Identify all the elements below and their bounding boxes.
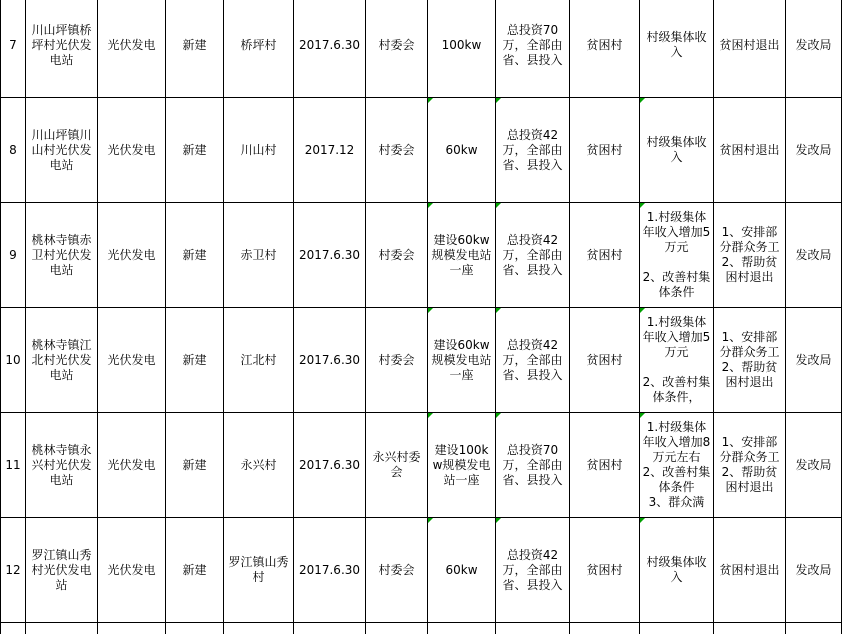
empty-cell[interactable] <box>98 623 166 634</box>
cell-owner-text: 村委会 <box>378 142 415 157</box>
cell-row-number[interactable] <box>1 98 26 203</box>
cell-goal[interactable] <box>714 308 786 413</box>
cell-project-type-text: 光伏发电 <box>107 352 156 367</box>
empty-cell[interactable] <box>714 623 786 634</box>
cell-benefit[interactable] <box>640 203 714 308</box>
cell-scale-text: 60kw <box>445 562 478 577</box>
cell-line: 1.村级集体年收入增加5万元 <box>642 210 711 254</box>
cell-category-text: 贫困村 <box>586 247 623 262</box>
cell-line: 1.村级集体年收入增加8万元左右 <box>642 420 711 464</box>
cell-scale-text: 建设60kw规模发电站一座 <box>431 337 492 382</box>
cell-completion-date-text: 2017.6.30 <box>298 457 361 472</box>
cell-completion-date[interactable] <box>294 203 366 308</box>
empty-cell[interactable] <box>496 623 570 634</box>
cell-goal-text: 贫困村退出 <box>719 142 780 157</box>
empty-cell[interactable] <box>26 623 98 634</box>
cell-department-text: 发改局 <box>795 142 832 157</box>
cell-village-text: 永兴村 <box>240 457 277 472</box>
cell-project-type-text: 光伏发电 <box>107 247 156 262</box>
cell-goal-lines <box>716 225 783 285</box>
cell-benefit[interactable] <box>640 518 714 623</box>
cell-department[interactable] <box>786 98 842 203</box>
cell-row-number-text: 11 <box>5 457 21 472</box>
cell-project-type-text: 光伏发电 <box>107 37 156 52</box>
cell-construction-nature-text: 新建 <box>182 142 207 157</box>
cell-construction-nature-text: 新建 <box>182 562 207 577</box>
cell-project-type[interactable] <box>98 413 166 518</box>
cell-department[interactable] <box>786 203 842 308</box>
cell-benefit[interactable] <box>640 98 714 203</box>
cell-benefit-lines <box>642 210 711 300</box>
cell-owner[interactable] <box>366 203 428 308</box>
cell-project-type[interactable] <box>98 0 166 98</box>
cell-construction-nature[interactable] <box>166 98 224 203</box>
cell-benefit-text: 村级集体收入 <box>646 30 707 59</box>
cell-scale[interactable] <box>428 203 496 308</box>
cell-scale[interactable] <box>428 308 496 413</box>
line-gap <box>642 360 711 375</box>
cell-investment[interactable] <box>496 98 570 203</box>
cell-completion-date[interactable] <box>294 98 366 203</box>
cell-construction-nature[interactable] <box>166 413 224 518</box>
cell-owner-text: 村委会 <box>378 562 415 577</box>
cell-investment-text: 总投资42万，全部由省、县投入 <box>502 232 563 277</box>
cell-project-name-text: 川山坪镇川山村光伏发电站 <box>31 127 92 172</box>
cell-project-type-text: 光伏发电 <box>107 562 156 577</box>
cell-project-type[interactable] <box>98 308 166 413</box>
cell-benefit[interactable] <box>640 0 714 98</box>
cell-construction-nature[interactable] <box>166 518 224 623</box>
cell-line: 2、改善村集体条件 <box>642 270 711 299</box>
table-row <box>1 0 842 98</box>
cell-goal-lines <box>716 330 783 390</box>
cell-row-number-text: 10 <box>5 352 21 367</box>
cell-owner-text: 村委会 <box>378 352 415 367</box>
cell-department-text: 发改局 <box>795 247 832 262</box>
cell-line: 2、帮助贫困村退出 <box>721 360 778 389</box>
cell-village-text: 罗江镇山秀村 <box>228 555 289 584</box>
cell-construction-nature-text: 新建 <box>182 352 207 367</box>
cell-project-type[interactable] <box>98 518 166 623</box>
cell-category[interactable] <box>570 308 640 413</box>
cell-project-name[interactable] <box>26 518 98 623</box>
cell-goal-text: 贫困村退出 <box>719 37 780 52</box>
cell-row-number[interactable] <box>1 413 26 518</box>
cell-investment[interactable] <box>496 413 570 518</box>
cell-investment-text: 总投资70万，全部由省、县投入 <box>502 22 563 67</box>
cell-benefit-lines <box>642 315 711 405</box>
cell-category-text: 贫困村 <box>586 142 623 157</box>
empty-cell[interactable] <box>224 623 294 634</box>
cell-investment[interactable] <box>496 203 570 308</box>
cell-construction-nature-text: 新建 <box>182 457 207 472</box>
cell-scale-text: 60kw <box>445 142 478 157</box>
cell-construction-nature[interactable] <box>166 308 224 413</box>
line-gap <box>642 255 711 270</box>
cell-benefit[interactable] <box>640 308 714 413</box>
cell-project-name-text: 罗江镇山秀村光伏发电站 <box>31 547 92 592</box>
empty-cell[interactable] <box>294 623 366 634</box>
cell-department-text: 发改局 <box>795 37 832 52</box>
cell-row-number[interactable] <box>1 308 26 413</box>
cell-owner[interactable] <box>366 413 428 518</box>
cell-owner[interactable] <box>366 308 428 413</box>
cell-completion-date-text: 2017.6.30 <box>298 352 361 367</box>
cell-department[interactable] <box>786 413 842 518</box>
cell-village[interactable] <box>224 518 294 623</box>
cell-category[interactable] <box>570 98 640 203</box>
cell-line: 1、安排部分群众务工 <box>719 225 780 254</box>
cell-category[interactable] <box>570 413 640 518</box>
table-body <box>1 0 842 634</box>
cell-village[interactable] <box>224 413 294 518</box>
cell-category[interactable] <box>570 0 640 98</box>
cell-scale-text: 100kw <box>441 37 482 52</box>
cell-village[interactable] <box>224 203 294 308</box>
cell-construction-nature-text: 新建 <box>182 37 207 52</box>
cell-line: 1、安排部分群众务工 <box>719 435 780 464</box>
cell-scale[interactable] <box>428 98 496 203</box>
table-row <box>1 203 842 308</box>
cell-completion-date-text: 2017.12 <box>304 142 355 157</box>
cell-investment[interactable] <box>496 308 570 413</box>
cell-completion-date[interactable] <box>294 0 366 98</box>
cell-owner[interactable] <box>366 98 428 203</box>
cell-row-number-text: 7 <box>9 37 17 52</box>
cell-project-name[interactable] <box>26 203 98 308</box>
cell-line: 2、改善村集体条件， <box>642 375 711 404</box>
cell-village-text: 江北村 <box>240 352 277 367</box>
cell-department[interactable] <box>786 518 842 623</box>
cell-project-type[interactable] <box>98 98 166 203</box>
cell-goal[interactable] <box>714 0 786 98</box>
cell-investment-text: 总投资42万，全部由省、县投入 <box>502 337 563 382</box>
cell-department-text: 发改局 <box>795 457 832 472</box>
cell-owner[interactable] <box>366 0 428 98</box>
cell-project-type[interactable] <box>98 203 166 308</box>
cell-category-text: 贫困村 <box>586 457 623 472</box>
cell-investment-text: 总投资42万，全部由省、县投入 <box>502 547 563 592</box>
cell-investment[interactable] <box>496 0 570 98</box>
cell-line: 3、群众满 <box>648 495 705 509</box>
cell-line: 1、安排部分群众务工 <box>719 330 780 359</box>
cell-goal[interactable] <box>714 98 786 203</box>
cell-completion-date[interactable] <box>294 308 366 413</box>
cell-goal-lines <box>716 435 783 495</box>
cell-project-type-text: 光伏发电 <box>107 457 156 472</box>
cell-project-type-text: 光伏发电 <box>107 142 156 157</box>
cell-project-name-text: 川山坪镇桥坪村光伏发电站 <box>31 22 92 67</box>
cell-category-text: 贫困村 <box>586 562 623 577</box>
cell-construction-nature-text: 新建 <box>182 247 207 262</box>
empty-cell[interactable] <box>428 623 496 634</box>
cell-village-text: 川山村 <box>240 142 277 157</box>
cell-investment[interactable] <box>496 518 570 623</box>
empty-cell[interactable] <box>570 623 640 634</box>
cell-category[interactable] <box>570 518 640 623</box>
cell-benefit-lines <box>642 420 711 510</box>
cell-project-name[interactable] <box>26 413 98 518</box>
cell-benefit-text: 村级集体收入 <box>646 555 707 584</box>
cell-completion-date-text: 2017.6.30 <box>298 37 361 52</box>
cell-completion-date[interactable] <box>294 413 366 518</box>
cell-village[interactable] <box>224 98 294 203</box>
cell-row-number-text: 9 <box>9 247 17 262</box>
cell-category-text: 贫困村 <box>586 37 623 52</box>
table-row <box>1 308 842 413</box>
empty-cell[interactable] <box>366 623 428 634</box>
cell-project-name-text: 桃林寺镇江北村光伏发电站 <box>31 337 92 382</box>
empty-cell[interactable] <box>166 623 224 634</box>
cell-line: 2、帮助贫困村退出 <box>721 255 778 284</box>
cell-village[interactable] <box>224 308 294 413</box>
cell-scale-text: 建设60kw规模发电站一座 <box>431 232 492 277</box>
cell-row-number[interactable] <box>1 203 26 308</box>
cell-village-text: 桥坪村 <box>240 37 277 52</box>
cell-project-name-text: 桃林寺镇永兴村光伏发电站 <box>31 442 92 487</box>
empty-cell[interactable] <box>1 623 26 634</box>
table-row <box>1 98 842 203</box>
cell-completion-date[interactable] <box>294 518 366 623</box>
cell-owner[interactable] <box>366 518 428 623</box>
cell-department-text: 发改局 <box>795 352 832 367</box>
table-row <box>1 518 842 623</box>
cell-line: 2、帮助贫困村退出 <box>721 465 778 494</box>
cell-department[interactable] <box>786 0 842 98</box>
cell-category-text: 贫困村 <box>586 352 623 367</box>
cell-owner-text: 村委会 <box>378 247 415 262</box>
cell-construction-nature[interactable] <box>166 203 224 308</box>
cell-department-text: 发改局 <box>795 562 832 577</box>
cell-goal[interactable] <box>714 518 786 623</box>
cell-goal-text: 贫困村退出 <box>719 562 780 577</box>
cell-project-name[interactable] <box>26 0 98 98</box>
cell-row-number-text: 8 <box>9 142 17 157</box>
cell-category[interactable] <box>570 203 640 308</box>
table-row-empty <box>1 623 842 634</box>
cell-row-number[interactable] <box>1 518 26 623</box>
cell-department[interactable] <box>786 308 842 413</box>
cell-row-number[interactable] <box>1 0 26 98</box>
cell-investment-text: 总投资42万，全部由省、县投入 <box>502 127 563 172</box>
cell-construction-nature[interactable] <box>166 0 224 98</box>
cell-owner-text: 永兴村委会 <box>372 450 421 479</box>
cell-scale[interactable] <box>428 518 496 623</box>
cell-project-name[interactable] <box>26 308 98 413</box>
empty-cell[interactable] <box>640 623 714 634</box>
cell-benefit-text: 村级集体收入 <box>646 135 707 164</box>
cell-village[interactable] <box>224 0 294 98</box>
cell-line: 1.村级集体年收入增加5万元 <box>642 315 711 359</box>
cell-project-name-text: 桃林寺镇赤卫村光伏发电站 <box>31 232 92 277</box>
cell-scale[interactable] <box>428 0 496 98</box>
cell-goal[interactable] <box>714 413 786 518</box>
table-row <box>1 413 842 518</box>
cell-village-text: 赤卫村 <box>240 247 277 262</box>
cell-owner-text: 村委会 <box>378 37 415 52</box>
cell-goal[interactable] <box>714 203 786 308</box>
cell-scale[interactable] <box>428 413 496 518</box>
cell-scale-text: 建设100kw规模发电站一座 <box>432 442 491 487</box>
cell-investment-text: 总投资70万，全部由省、县投入 <box>502 442 563 487</box>
cell-completion-date-text: 2017.6.30 <box>298 247 361 262</box>
cell-row-number-text: 12 <box>5 562 21 577</box>
cell-project-name[interactable] <box>26 98 98 203</box>
empty-cell[interactable] <box>786 623 842 634</box>
cell-completion-date-text: 2017.6.30 <box>298 562 361 577</box>
cell-line: 2、改善村集体条件 <box>642 465 711 494</box>
cell-benefit[interactable] <box>640 413 714 518</box>
